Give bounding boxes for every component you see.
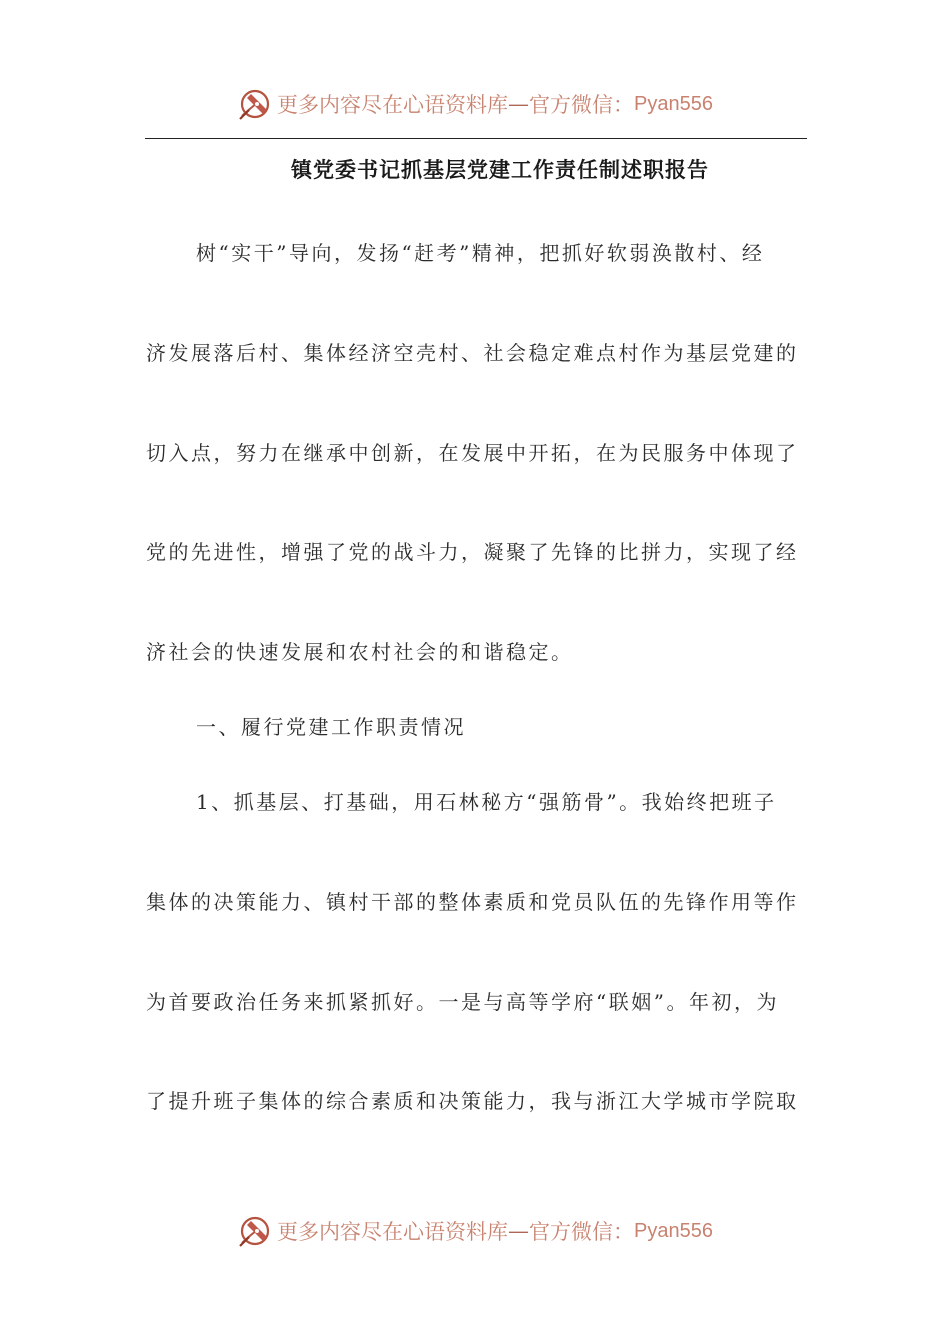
banner-main-text: 更多内容尽在心语资料库 [277, 1220, 509, 1244]
banner-separator: — [508, 1219, 530, 1243]
body-line: 济发展落后村、集体经济空壳村、社会稳定难点村作为基层党建的 [146, 341, 799, 365]
banner-wechat-id: Pyan556 [634, 1219, 713, 1242]
header-divider [145, 138, 807, 139]
banner-wechat-id: Pyan556 [634, 92, 713, 115]
document-title: 镇党委书记抓基层党建工作责任制述职报告 [291, 157, 709, 182]
banner-wechat-label: 官方微信： [529, 93, 635, 117]
banner-separator: — [508, 92, 530, 116]
body-line: 为首要政治任务来抓紧抓好。一是与高等学府“联姻”。年初，为 [146, 990, 779, 1014]
footer-banner [0, 1211, 950, 1251]
banner-wechat-label: 官方微信： [529, 1220, 635, 1244]
section-heading: 一、履行党建工作职责情况 [196, 715, 466, 739]
body-line: 了提升班子集体的综合素质和决策能力，我与浙江大学城市学院取 [146, 1089, 799, 1113]
body-line: 济社会的快速发展和农村社会的和谐稳定。 [146, 640, 574, 664]
pen-nib-circle-icon [237, 86, 273, 122]
body-line: 集体的决策能力、镇村干部的整体素质和党员队伍的先锋作用等作 [146, 890, 799, 914]
body-line: 树“实干”导向，发扬“赶考”精神，把抓好软弱涣散村、经 [196, 241, 765, 265]
body-line: 党的先进性，增强了党的战斗力，凝聚了先锋的比拼力，实现了经 [146, 540, 799, 564]
body-line: 1、抓基层、打基础，用石林秘方“强筋骨”。我始终把班子 [196, 790, 777, 814]
header-banner [0, 84, 950, 124]
body-line: 切入点，努力在继承中创新，在发展中开拓，在为民服务中体现了 [146, 441, 799, 465]
pen-nib-circle-icon [237, 1213, 273, 1249]
banner-main-text: 更多内容尽在心语资料库 [277, 93, 509, 117]
